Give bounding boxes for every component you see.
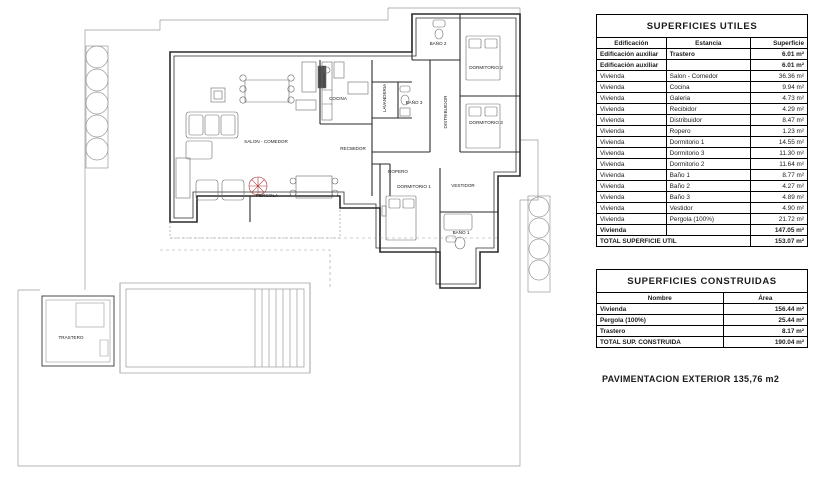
- cell-edificacion: Vivienda: [597, 126, 667, 137]
- cell-superficie: 36.36 m²: [751, 71, 808, 82]
- cell-superficie: 6.01 m²: [751, 60, 808, 71]
- room-label-bano-2: BAÑO 2: [429, 41, 447, 46]
- cell-superficie: 4.27 m²: [751, 181, 808, 192]
- hedge-right: [528, 196, 550, 292]
- table-row: [597, 137, 808, 148]
- utiles-header-edificacion: Edificación: [597, 38, 667, 49]
- cell-area: 25.44 m²: [723, 315, 807, 326]
- cell-edificacion: Vivienda: [597, 104, 667, 115]
- construidas-header-nombre: Nombre: [597, 293, 724, 304]
- cell-edificacion: Vivienda: [597, 71, 667, 82]
- room-label-pergola: PERGOLA: [255, 193, 279, 198]
- cell-estancia: Baño 3: [666, 192, 750, 203]
- hedge-left: [86, 46, 108, 168]
- table-row: [597, 159, 808, 170]
- cell-estancia: Baño 1: [666, 170, 750, 181]
- cell-estancia: Ropero: [666, 126, 750, 137]
- cell-superficie: 147.05 m²: [751, 225, 808, 236]
- room-label-dormitorio-1: DORMITORIO 1: [397, 184, 431, 189]
- table-row: [597, 192, 808, 203]
- room-labels: [58, 40, 503, 340]
- table-row: [597, 104, 808, 115]
- pavimentacion-exterior-label: PAVIMENTACION EXTERIOR 135,76 m2: [602, 374, 780, 384]
- cell-superficie: 6.01 m²: [751, 49, 808, 60]
- table-row: [597, 214, 808, 225]
- cell-edificacion: Vivienda: [597, 170, 667, 181]
- cell-estancia: Baño 2: [666, 181, 750, 192]
- table-spacer: [596, 247, 808, 269]
- furniture-bath: [400, 20, 472, 249]
- construidas-total-value: 190.04 m²: [723, 337, 807, 348]
- cell-superficie: 11.64 m²: [751, 159, 808, 170]
- table-row: [597, 304, 808, 315]
- cell-estancia: Recibidor: [666, 104, 750, 115]
- table-row: [597, 82, 808, 93]
- table-row: [597, 115, 808, 126]
- storage-building: [42, 296, 114, 366]
- table-row: [597, 225, 808, 236]
- table-row: [597, 71, 808, 82]
- pergola-area: [170, 208, 340, 238]
- table-row: [597, 315, 808, 326]
- interior-walls: [170, 14, 520, 252]
- room-label-recibidor: RECIBIDOR: [340, 146, 366, 151]
- construidas-header-area: Área: [723, 293, 807, 304]
- cell-estancia: Distribuidor: [666, 115, 750, 126]
- room-label-bano-3: BAÑO 3: [405, 100, 423, 105]
- utiles-table: [596, 37, 808, 247]
- cell-edificacion: Vivienda: [597, 214, 667, 225]
- utiles-total-value: 153.07 m²: [751, 236, 808, 247]
- furniture-living: [176, 62, 368, 198]
- table-row: [597, 126, 808, 137]
- terrace-edge: [160, 238, 500, 290]
- swimming-pool: [120, 283, 310, 373]
- table-row: [597, 326, 808, 337]
- cell-area: 8.17 m²: [723, 326, 807, 337]
- room-label-lavanderia: LAVANDERIA: [382, 83, 387, 113]
- room-label-ropero: ROPERO: [388, 169, 408, 174]
- room-label-dormitorio-3: DORMITORIO 3: [469, 120, 503, 125]
- cell-edificacion: Vivienda: [597, 225, 667, 236]
- cell-estancia: Salon - Comedor: [666, 71, 750, 82]
- cell-edificacion: Edificación auxiliar: [597, 49, 667, 60]
- cell-edificacion: Vivienda: [597, 115, 667, 126]
- room-label-bano-1: BAÑO 1: [452, 230, 470, 235]
- cell-edificacion: Vivienda: [597, 203, 667, 214]
- cell-superficie: 4.89 m²: [751, 192, 808, 203]
- cell-edificacion: Vivienda: [597, 82, 667, 93]
- cell-estancia: Vestidor: [666, 203, 750, 214]
- utiles-total-row: [597, 236, 808, 247]
- room-label-vestidor: VESTIDOR: [451, 183, 475, 188]
- cell-edificacion: Vivienda: [597, 181, 667, 192]
- room-label-cocina: COCINA: [329, 96, 347, 101]
- construidas-table: [596, 292, 808, 348]
- house-walls: [170, 14, 520, 288]
- cell-edificacion: Vivienda: [597, 148, 667, 159]
- cell-superficie: 4.29 m²: [751, 104, 808, 115]
- cell-estancia: Trastero: [666, 49, 750, 60]
- cell-superficie: 1.23 m²: [751, 126, 808, 137]
- room-label-distribuidor: DISTRIBUIDOR: [443, 95, 448, 129]
- cell-superficie: 4.90 m²: [751, 203, 808, 214]
- utiles-header-superficie: Superficie: [751, 38, 808, 49]
- cell-estancia: Galeria: [666, 93, 750, 104]
- cell-edificacion: Vivienda: [597, 137, 667, 148]
- room-label-trastero: TRASTERO: [58, 335, 84, 340]
- cell-superficie: 21.72 m²: [751, 214, 808, 225]
- cell-superficie: 14.55 m²: [751, 137, 808, 148]
- table-row: [597, 170, 808, 181]
- cell-edificacion: Edificación auxiliar: [597, 60, 667, 71]
- table-row: [597, 60, 808, 71]
- cell-estancia: [666, 60, 750, 71]
- utiles-header-row: [597, 38, 808, 49]
- utiles-total-label: TOTAL SUPERFICIE UTIL: [597, 236, 751, 247]
- table-row: [597, 203, 808, 214]
- cell-estancia: Pergola (100%): [666, 214, 750, 225]
- construidas-total-row: [597, 337, 808, 348]
- cell-estancia: Cocina: [666, 82, 750, 93]
- cell-nombre: Vivienda: [597, 304, 724, 315]
- cell-superficie: 9.94 m²: [751, 82, 808, 93]
- cell-edificacion: Vivienda: [597, 93, 667, 104]
- cell-area: 156.44 m²: [723, 304, 807, 315]
- cell-estancia: Dormitorio 2: [666, 159, 750, 170]
- construidas-total-label: TOTAL SUP. CONSTRUIDA: [597, 337, 724, 348]
- cell-edificacion: Vivienda: [597, 159, 667, 170]
- cell-nombre: Trastero: [597, 326, 724, 337]
- table-row: [597, 49, 808, 60]
- surface-tables: [596, 14, 808, 384]
- table-row: [597, 181, 808, 192]
- cell-superficie: 11.30 m²: [751, 148, 808, 159]
- cell-estancia: Dormitorio 1: [666, 137, 750, 148]
- construidas-header-row: [597, 293, 808, 304]
- utiles-header-estancia: Estancia: [666, 38, 750, 49]
- table-row: [597, 148, 808, 159]
- cell-superficie: 8.77 m²: [751, 170, 808, 181]
- cell-nombre: Pergola (100%): [597, 315, 724, 326]
- table-row: [597, 93, 808, 104]
- cell-estancia: [666, 225, 750, 236]
- cell-estancia: Dormitorio 3: [666, 148, 750, 159]
- cell-superficie: 4.73 m²: [751, 93, 808, 104]
- construidas-title: SUPERFICIES CONSTRUIDAS: [596, 269, 808, 292]
- room-label-dormitorio-2: DORMITORIO 2: [469, 65, 503, 70]
- room-label-salon-comedor: SALON - COMEDOR: [244, 139, 288, 144]
- cell-superficie: 8.47 m²: [751, 115, 808, 126]
- utiles-title: SUPERFICIES UTILES: [596, 14, 808, 37]
- cell-edificacion: Vivienda: [597, 192, 667, 203]
